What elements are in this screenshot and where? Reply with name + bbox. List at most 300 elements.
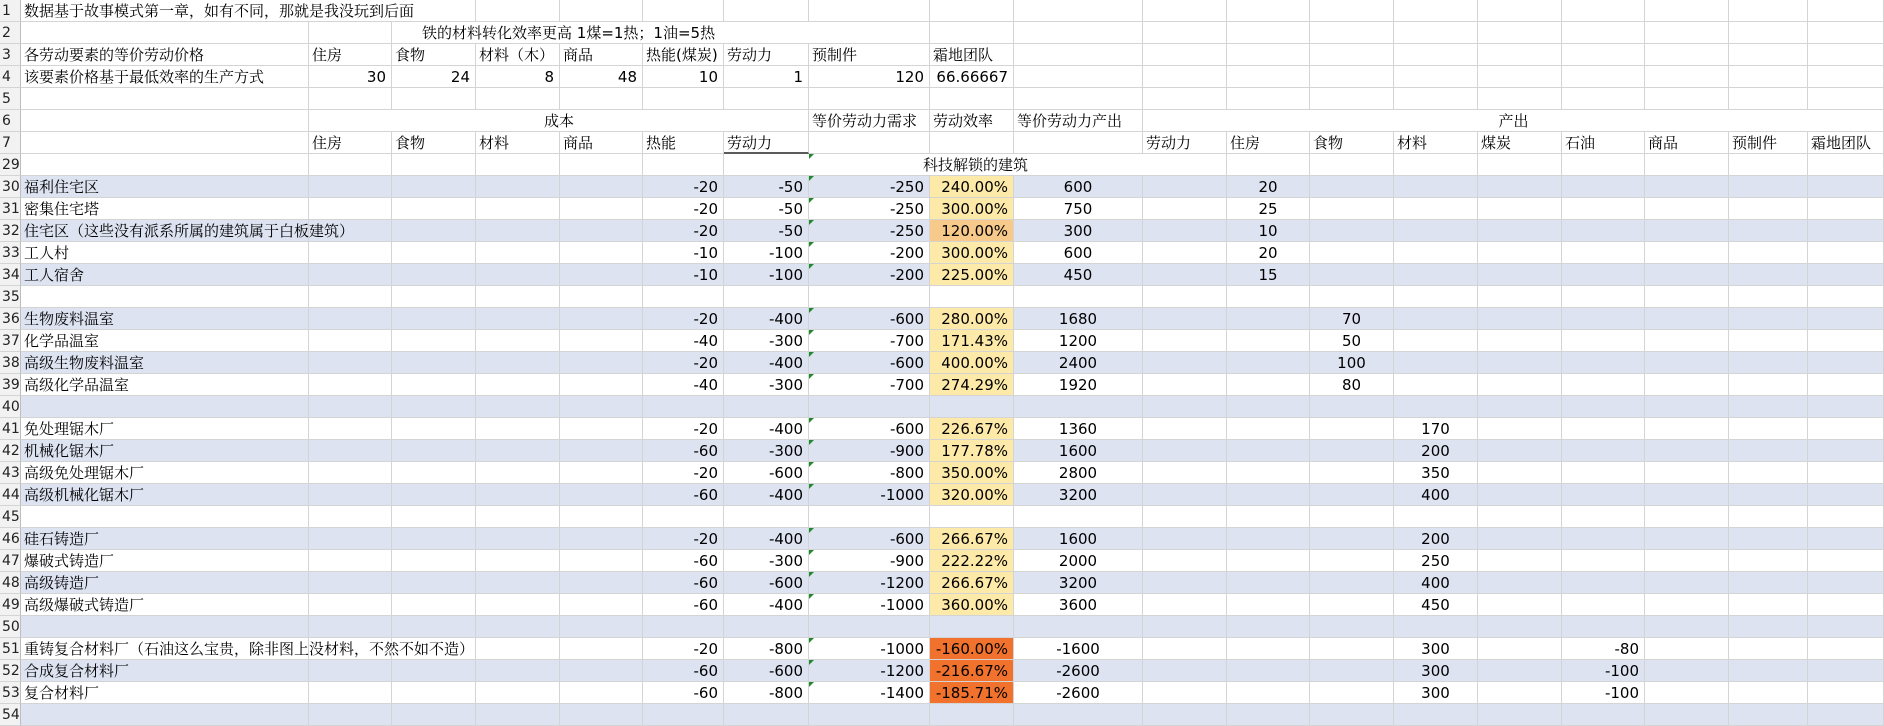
cell[interactable] (560, 176, 643, 198)
cell[interactable] (560, 330, 643, 352)
cell[interactable] (643, 154, 724, 176)
cell[interactable] (21, 396, 309, 418)
labor-demand[interactable]: -250 (809, 176, 930, 198)
cell[interactable] (1310, 220, 1394, 242)
cell[interactable] (1478, 374, 1562, 396)
row-number[interactable]: 30 (0, 176, 21, 198)
cell[interactable] (1478, 308, 1562, 330)
cell[interactable] (476, 374, 560, 396)
output-housing[interactable]: 20 (1227, 242, 1310, 264)
cell[interactable] (1729, 66, 1808, 88)
cell[interactable] (392, 176, 476, 198)
row-number[interactable]: 50 (0, 616, 21, 638)
cell[interactable] (1645, 440, 1729, 462)
labor-output-value[interactable]: -1600 (1014, 638, 1143, 660)
cell[interactable] (309, 22, 392, 44)
cost-heat[interactable]: -60 (643, 440, 724, 462)
cell[interactable] (309, 550, 392, 572)
cell[interactable] (1310, 572, 1394, 594)
cell[interactable] (21, 22, 309, 44)
row-number[interactable]: 32 (0, 220, 21, 242)
cell[interactable] (476, 418, 560, 440)
cell[interactable] (1478, 198, 1562, 220)
cell[interactable] (809, 0, 930, 22)
row-number[interactable]: 2 (0, 22, 21, 44)
cell[interactable] (560, 286, 643, 308)
row-number[interactable]: 44 (0, 484, 21, 506)
cell[interactable] (930, 132, 1014, 154)
cell[interactable] (1394, 330, 1478, 352)
labor-efficiency[interactable]: 266.67% (930, 572, 1014, 594)
cell[interactable] (476, 506, 560, 528)
cell[interactable] (1310, 286, 1394, 308)
cell[interactable] (1808, 506, 1884, 528)
cell[interactable] (1562, 616, 1645, 638)
row-number[interactable]: 1 (0, 0, 21, 22)
row-number[interactable]: 42 (0, 440, 21, 462)
cell[interactable] (1394, 506, 1478, 528)
row4-label[interactable]: 该要素价格基于最低效率的生产方式 (21, 66, 309, 88)
cell[interactable] (1227, 286, 1310, 308)
cell[interactable] (560, 682, 643, 704)
cell[interactable] (1143, 286, 1227, 308)
cell[interactable] (309, 396, 392, 418)
labor-output-value[interactable]: 3200 (1014, 484, 1143, 506)
cell[interactable] (392, 572, 476, 594)
cell[interactable] (1478, 638, 1562, 660)
cell[interactable] (1808, 572, 1884, 594)
labor-demand[interactable]: -900 (809, 550, 930, 572)
cell[interactable] (1394, 242, 1478, 264)
cost-labor[interactable]: -50 (724, 176, 809, 198)
cell[interactable] (1394, 308, 1478, 330)
cost-labor[interactable]: -600 (724, 660, 809, 682)
cell[interactable] (1310, 176, 1394, 198)
cell[interactable] (1562, 264, 1645, 286)
cell[interactable] (1478, 462, 1562, 484)
cell[interactable] (1394, 176, 1478, 198)
cell[interactable] (1562, 440, 1645, 462)
output-material[interactable]: 170 (1394, 418, 1478, 440)
cell[interactable] (1310, 242, 1394, 264)
cell[interactable] (1729, 396, 1808, 418)
output-food[interactable]: 80 (1310, 374, 1394, 396)
cell[interactable] (1227, 374, 1310, 396)
row-number[interactable]: 3 (0, 44, 21, 66)
cell[interactable] (1310, 550, 1394, 572)
cell[interactable] (1310, 594, 1394, 616)
cell[interactable] (392, 396, 476, 418)
cost-heat[interactable]: -20 (643, 198, 724, 220)
cell[interactable] (1645, 572, 1729, 594)
labor-efficiency[interactable]: 400.00% (930, 352, 1014, 374)
cost-heat[interactable]: -20 (643, 176, 724, 198)
cost-labor[interactable]: -600 (724, 462, 809, 484)
cost-heat[interactable]: -10 (643, 242, 724, 264)
cost-heat[interactable]: -20 (643, 462, 724, 484)
cell[interactable] (1310, 154, 1394, 176)
cell[interactable] (1562, 198, 1645, 220)
cell[interactable] (1645, 242, 1729, 264)
labor-demand[interactable]: -250 (809, 198, 930, 220)
labor-efficiency[interactable]: -185.71% (930, 682, 1014, 704)
efficiency-title[interactable]: 劳动效率 (930, 110, 1014, 132)
cell[interactable] (1729, 462, 1808, 484)
cell[interactable] (1227, 638, 1310, 660)
labor-efficiency[interactable]: 274.29% (930, 374, 1014, 396)
cost-labor[interactable]: -800 (724, 682, 809, 704)
labor-output-value[interactable]: -2600 (1014, 660, 1143, 682)
cell[interactable] (392, 506, 476, 528)
cell[interactable] (1310, 44, 1394, 66)
cost-heat[interactable]: -60 (643, 484, 724, 506)
cell[interactable] (1310, 88, 1394, 110)
labor-demand[interactable]: -600 (809, 528, 930, 550)
cell[interactable] (21, 506, 309, 528)
factor-header[interactable]: 商品 (560, 44, 643, 66)
labor-demand[interactable]: -900 (809, 440, 930, 462)
cell[interactable] (1478, 220, 1562, 242)
output-value-title[interactable]: 等价劳动力产出 (1014, 110, 1143, 132)
cell[interactable] (1227, 660, 1310, 682)
cell[interactable] (392, 550, 476, 572)
cell[interactable] (1143, 682, 1227, 704)
cell[interactable] (309, 242, 392, 264)
cell[interactable] (1808, 44, 1884, 66)
cell[interactable] (1729, 682, 1808, 704)
labor-output-value[interactable]: 2400 (1014, 352, 1143, 374)
row-number[interactable]: 5 (0, 88, 21, 110)
cell[interactable] (1808, 550, 1884, 572)
cell[interactable] (1729, 374, 1808, 396)
labor-efficiency[interactable]: 120.00% (930, 220, 1014, 242)
labor-efficiency[interactable]: 240.00% (930, 176, 1014, 198)
output-housing[interactable]: 20 (1227, 176, 1310, 198)
cell[interactable] (1394, 154, 1478, 176)
cell[interactable] (1143, 528, 1227, 550)
cell[interactable] (392, 484, 476, 506)
labor-output-value[interactable]: 750 (1014, 198, 1143, 220)
cell[interactable] (1227, 154, 1310, 176)
output-header[interactable]: 商品 (1645, 132, 1729, 154)
cell[interactable] (1645, 308, 1729, 330)
output-header[interactable]: 石油 (1562, 132, 1645, 154)
cell[interactable] (1645, 374, 1729, 396)
row3-label[interactable]: 各劳动要素的等价劳动价格 (21, 44, 309, 66)
output-material[interactable]: 200 (1394, 528, 1478, 550)
cell[interactable] (1729, 594, 1808, 616)
cell[interactable] (1310, 0, 1394, 22)
cell[interactable] (1310, 440, 1394, 462)
cell[interactable] (724, 88, 809, 110)
cell[interactable] (1310, 682, 1394, 704)
cell[interactable] (1394, 374, 1478, 396)
cell[interactable] (1394, 66, 1478, 88)
cell[interactable] (1143, 616, 1227, 638)
cell[interactable] (1143, 484, 1227, 506)
cell[interactable] (1729, 572, 1808, 594)
cell[interactable] (1808, 418, 1884, 440)
cell[interactable] (476, 198, 560, 220)
labor-output-value[interactable]: 1200 (1014, 330, 1143, 352)
factor-header[interactable]: 劳动力 (724, 44, 809, 66)
cell[interactable] (1310, 198, 1394, 220)
cell[interactable] (392, 418, 476, 440)
cell[interactable] (1143, 264, 1227, 286)
output-oil[interactable]: -100 (1562, 660, 1645, 682)
cell[interactable] (1227, 572, 1310, 594)
cell[interactable] (1478, 682, 1562, 704)
row-number[interactable]: 48 (0, 572, 21, 594)
cell[interactable] (1478, 242, 1562, 264)
cell[interactable] (1310, 616, 1394, 638)
cell[interactable] (1729, 616, 1808, 638)
cell[interactable] (1478, 264, 1562, 286)
row-number[interactable]: 38 (0, 352, 21, 374)
cell[interactable] (392, 616, 476, 638)
labor-demand[interactable]: -1400 (809, 682, 930, 704)
cell[interactable] (476, 0, 560, 22)
cell[interactable] (1310, 264, 1394, 286)
cost-heat[interactable]: -20 (643, 308, 724, 330)
labor-demand[interactable]: -800 (809, 462, 930, 484)
cell[interactable] (643, 88, 724, 110)
cell[interactable] (392, 462, 476, 484)
cell[interactable] (476, 154, 560, 176)
cell[interactable] (1645, 462, 1729, 484)
cell[interactable] (1808, 484, 1884, 506)
cell[interactable] (1014, 506, 1143, 528)
cell[interactable] (1227, 682, 1310, 704)
cell[interactable] (1478, 286, 1562, 308)
cell[interactable] (809, 132, 930, 154)
output-housing[interactable]: 15 (1227, 264, 1310, 286)
cell[interactable] (1645, 176, 1729, 198)
labor-output-value[interactable]: 1920 (1014, 374, 1143, 396)
building-name[interactable]: 高级爆破式铸造厂 (21, 594, 309, 616)
cell[interactable] (1478, 594, 1562, 616)
cell[interactable] (1645, 418, 1729, 440)
cell[interactable] (809, 396, 930, 418)
cell[interactable] (1562, 462, 1645, 484)
cell[interactable] (560, 242, 643, 264)
cost-header[interactable]: 劳动力 (724, 132, 809, 154)
cell[interactable] (560, 484, 643, 506)
cell[interactable] (1227, 418, 1310, 440)
cell[interactable] (1394, 220, 1478, 242)
cell[interactable] (809, 286, 930, 308)
cell[interactable] (1227, 396, 1310, 418)
cell[interactable] (1562, 154, 1645, 176)
factor-price[interactable]: 30 (309, 66, 392, 88)
labor-efficiency[interactable]: -216.67% (930, 660, 1014, 682)
note-row-1[interactable]: 数据基于故事模式第一章，如有不同，那就是我没玩到后面 (21, 0, 309, 22)
cost-header[interactable]: 商品 (560, 132, 643, 154)
cell[interactable] (930, 616, 1014, 638)
cell[interactable] (309, 462, 392, 484)
building-name[interactable]: 免处理锯木厂 (21, 418, 309, 440)
labor-output-value[interactable]: 3600 (1014, 594, 1143, 616)
cost-header[interactable]: 热能 (643, 132, 724, 154)
cell[interactable] (21, 110, 309, 132)
output-header[interactable]: 霜地团队 (1808, 132, 1884, 154)
cell[interactable] (1808, 352, 1884, 374)
cell[interactable] (476, 242, 560, 264)
cell[interactable] (1645, 352, 1729, 374)
output-material[interactable]: 450 (1394, 594, 1478, 616)
labor-efficiency[interactable]: -160.00% (930, 638, 1014, 660)
output-material[interactable]: 300 (1394, 682, 1478, 704)
cell[interactable] (1562, 308, 1645, 330)
cell[interactable] (1014, 66, 1143, 88)
factor-price[interactable]: 24 (392, 66, 476, 88)
row-number[interactable]: 39 (0, 374, 21, 396)
output-material[interactable]: 400 (1394, 484, 1478, 506)
cell[interactable] (1808, 682, 1884, 704)
labor-output-value[interactable]: 1600 (1014, 528, 1143, 550)
labor-demand[interactable]: -1000 (809, 594, 930, 616)
cost-header[interactable]: 住房 (309, 132, 392, 154)
cell[interactable] (1143, 572, 1227, 594)
cell[interactable] (476, 220, 560, 242)
cell[interactable] (309, 352, 392, 374)
cell[interactable] (392, 528, 476, 550)
cell[interactable] (1808, 264, 1884, 286)
building-name[interactable]: 高级铸造厂 (21, 572, 309, 594)
cell[interactable] (1562, 418, 1645, 440)
cell[interactable] (1645, 198, 1729, 220)
cell[interactable] (1808, 22, 1884, 44)
cell[interactable] (1808, 462, 1884, 484)
cell[interactable] (1394, 264, 1478, 286)
output-oil[interactable]: -80 (1562, 638, 1645, 660)
building-name[interactable]: 高级免处理锯木厂 (21, 462, 309, 484)
output-header[interactable]: 劳动力 (1143, 132, 1227, 154)
cell[interactable] (1562, 0, 1645, 22)
cell[interactable] (1645, 88, 1729, 110)
cell[interactable] (560, 528, 643, 550)
row-number[interactable]: 41 (0, 418, 21, 440)
output-material[interactable]: 350 (1394, 462, 1478, 484)
cell[interactable] (1645, 22, 1729, 44)
cell[interactable] (930, 396, 1014, 418)
cell[interactable] (643, 396, 724, 418)
cell[interactable] (1562, 330, 1645, 352)
factor-header[interactable]: 食物 (392, 44, 476, 66)
labor-efficiency[interactable]: 222.22% (930, 550, 1014, 572)
cell[interactable] (476, 550, 560, 572)
cell[interactable] (560, 660, 643, 682)
cell[interactable] (1478, 66, 1562, 88)
cell[interactable] (1143, 440, 1227, 462)
labor-efficiency[interactable]: 300.00% (930, 242, 1014, 264)
cell[interactable] (1808, 638, 1884, 660)
factor-header[interactable]: 住房 (309, 44, 392, 66)
cell[interactable] (309, 440, 392, 462)
factor-header[interactable]: 霜地团队 (930, 44, 1014, 66)
row-number[interactable]: 46 (0, 528, 21, 550)
cost-labor[interactable]: -300 (724, 550, 809, 572)
output-housing[interactable]: 10 (1227, 220, 1310, 242)
cost-heat[interactable]: -60 (643, 594, 724, 616)
labor-efficiency[interactable]: 177.78% (930, 440, 1014, 462)
row-number[interactable]: 53 (0, 682, 21, 704)
building-name[interactable]: 生物废料温室 (21, 308, 309, 330)
cell[interactable] (476, 440, 560, 462)
cell[interactable] (560, 638, 643, 660)
cell[interactable] (1729, 176, 1808, 198)
row-number[interactable]: 31 (0, 198, 21, 220)
factor-header[interactable]: 预制件 (809, 44, 930, 66)
building-name[interactable]: 复合材料厂 (21, 682, 309, 704)
cost-labor[interactable]: -400 (724, 418, 809, 440)
cell[interactable] (1808, 330, 1884, 352)
output-material[interactable]: 400 (1394, 572, 1478, 594)
cell[interactable] (1645, 660, 1729, 682)
cell[interactable] (1808, 88, 1884, 110)
cell[interactable] (1808, 0, 1884, 22)
labor-efficiency[interactable]: 300.00% (930, 198, 1014, 220)
cell[interactable] (1478, 22, 1562, 44)
cell[interactable] (1394, 396, 1478, 418)
cell[interactable] (724, 0, 809, 22)
labor-output-value[interactable]: 1600 (1014, 440, 1143, 462)
cell[interactable] (1227, 506, 1310, 528)
cell[interactable] (560, 308, 643, 330)
cell[interactable] (21, 88, 309, 110)
labor-output-value[interactable]: 2800 (1014, 462, 1143, 484)
cell[interactable] (1310, 418, 1394, 440)
cell[interactable] (1729, 220, 1808, 242)
cell[interactable] (724, 286, 809, 308)
cell[interactable] (476, 264, 560, 286)
row-number[interactable]: 36 (0, 308, 21, 330)
cell[interactable] (392, 308, 476, 330)
labor-output-value[interactable]: 600 (1014, 242, 1143, 264)
cell[interactable] (1014, 22, 1143, 44)
cell[interactable] (1227, 0, 1310, 22)
building-name[interactable]: 机械化锯木厂 (21, 440, 309, 462)
cell[interactable] (1729, 638, 1808, 660)
cell[interactable] (1645, 44, 1729, 66)
row-number[interactable]: 4 (0, 66, 21, 88)
cell[interactable] (392, 374, 476, 396)
cell[interactable] (309, 682, 392, 704)
cell[interactable] (1310, 66, 1394, 88)
output-header[interactable]: 食物 (1310, 132, 1394, 154)
labor-efficiency[interactable]: 171.43% (930, 330, 1014, 352)
cell[interactable] (309, 594, 392, 616)
building-name[interactable]: 硅石铸造厂 (21, 528, 309, 550)
output-header[interactable]: 煤炭 (1478, 132, 1562, 154)
cell[interactable] (309, 308, 392, 330)
cell[interactable] (1143, 506, 1227, 528)
cell[interactable] (1562, 506, 1645, 528)
labor-demand[interactable]: -700 (809, 330, 930, 352)
cell[interactable] (560, 418, 643, 440)
cell[interactable] (1478, 572, 1562, 594)
cost-labor[interactable]: -400 (724, 352, 809, 374)
building-name[interactable]: 住宅区（这些没有派系所属的建筑属于白板建筑） (21, 220, 309, 242)
cell[interactable] (1014, 286, 1143, 308)
cell[interactable] (392, 88, 476, 110)
cell[interactable] (309, 418, 392, 440)
cell[interactable] (1645, 286, 1729, 308)
row-number[interactable]: 47 (0, 550, 21, 572)
factor-price[interactable]: 8 (476, 66, 560, 88)
building-name[interactable]: 爆破式铸造厂 (21, 550, 309, 572)
cell[interactable] (1562, 44, 1645, 66)
